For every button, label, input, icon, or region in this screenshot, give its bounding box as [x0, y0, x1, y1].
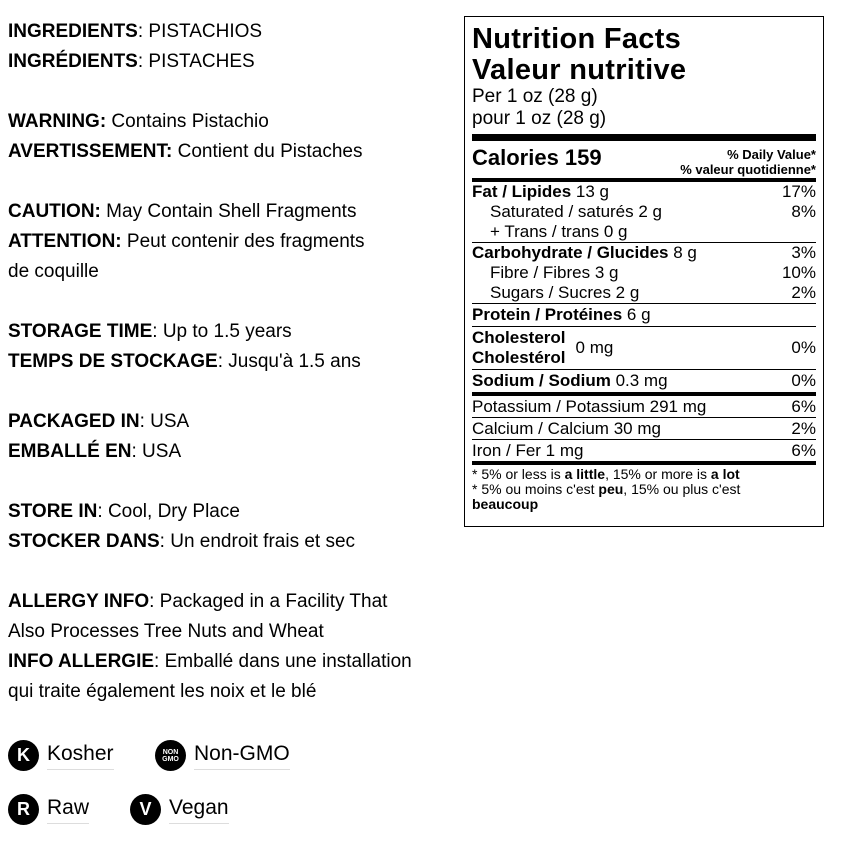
- allergy-en-cont: Also Processes Tree Nuts and Wheat: [8, 621, 324, 642]
- sugars-row: Sugars / Sucres 2 g 2%: [490, 283, 816, 302]
- vegan-label: Vegan: [169, 796, 229, 824]
- serving-size-fr: pour 1 oz (28 g): [472, 108, 607, 129]
- nutrition-title-en: Nutrition Facts: [472, 23, 682, 55]
- serving-size-en: Per 1 oz (28 g): [472, 86, 598, 107]
- footnote-en: * 5% or less is a little, 15% or more is a lot: [472, 466, 740, 482]
- fat-row: Fat / Lipides 13 g 17%: [472, 182, 816, 201]
- storage-en: STORAGE TIME: Up to 1.5 years: [8, 321, 292, 342]
- nutrition-facts-panel: [464, 16, 824, 527]
- packaged-fr: EMBALLÉ EN: USA: [8, 441, 182, 462]
- raw-icon: R: [8, 794, 39, 825]
- caution-fr: ATTENTION: Peut contenir des fragments: [8, 231, 365, 252]
- calories-label: Calories 159: [472, 145, 602, 170]
- ingredients-fr: INGRÉDIENTS: PISTACHES: [8, 51, 255, 72]
- daily-value-header: % Daily Value* % valeur quotidienne*: [680, 147, 816, 177]
- non-gmo-badge: [155, 740, 290, 771]
- warning-en: WARNING: Contains Pistachio: [8, 111, 269, 132]
- kosher-label: Kosher: [47, 742, 114, 770]
- nutrition-title-fr: Valeur nutritive: [472, 54, 687, 86]
- caution-fr-cont: de coquille: [8, 261, 99, 282]
- caution-en: CAUTION: May Contain Shell Fragments: [8, 201, 357, 222]
- protein-row: Protein / Protéines 6 g: [472, 305, 651, 324]
- allergy-en: ALLERGY INFO: Packaged in a Facility That: [8, 591, 388, 612]
- store-en: STORE IN: Cool, Dry Place: [8, 501, 240, 522]
- non-gmo-label: Non-GMO: [194, 742, 290, 770]
- iron-row: Iron / Fer 1 mg 6%: [472, 441, 816, 460]
- packaged-en: PACKAGED IN: USA: [8, 411, 190, 432]
- warning-fr: AVERTISSEMENT: Contient du Pistaches: [8, 141, 363, 162]
- store-fr: STOCKER DANS: Un endroit frais et sec: [8, 531, 356, 552]
- saturated-row: Saturated / saturés 2 g 8%: [490, 202, 816, 221]
- carbohydrate-row: Carbohydrate / Glucides 8 g 3%: [472, 243, 816, 262]
- calories-row: [472, 141, 816, 178]
- cholesterol-row: Cholesterol Cholestérol 0 mg 0%: [472, 328, 816, 367]
- ingredients-en: INGREDIENTS: PISTACHIOS: [8, 21, 263, 42]
- non-gmo-icon: NON GMO: [155, 740, 186, 771]
- potassium-row: Potassium / Potassium 291 mg 6%: [472, 397, 816, 416]
- kosher-icon: K: [8, 740, 39, 771]
- footnote: [472, 465, 816, 512]
- kosher-badge: [8, 740, 114, 771]
- vegan-badge: [130, 794, 229, 825]
- raw-label: Raw: [47, 796, 89, 824]
- allergy-fr: INFO ALLERGIE: Emballé dans une installation: [8, 651, 412, 672]
- calcium-row: Calcium / Calcium 30 mg 2%: [472, 419, 816, 438]
- product-info: [8, 17, 412, 707]
- storage-fr: TEMPS DE STOCKAGE: Jusqu'à 1.5 ans: [8, 351, 361, 372]
- vegan-icon: V: [130, 794, 161, 825]
- divider-thick: [472, 134, 816, 141]
- raw-badge: [8, 794, 89, 825]
- footnote-fr: * 5% ou moins c'est peu, 15% ou plus c'est: [472, 481, 741, 497]
- sodium-row: Sodium / Sodium 0.3 mg 0%: [472, 371, 816, 390]
- footnote-fr-cont: beaucoup: [472, 496, 539, 512]
- allergy-fr-cont: qui traite également les noix et le blé: [8, 681, 317, 702]
- trans-row: + Trans / trans 0 g: [490, 222, 628, 241]
- fibre-row: Fibre / Fibres 3 g 10%: [490, 263, 816, 282]
